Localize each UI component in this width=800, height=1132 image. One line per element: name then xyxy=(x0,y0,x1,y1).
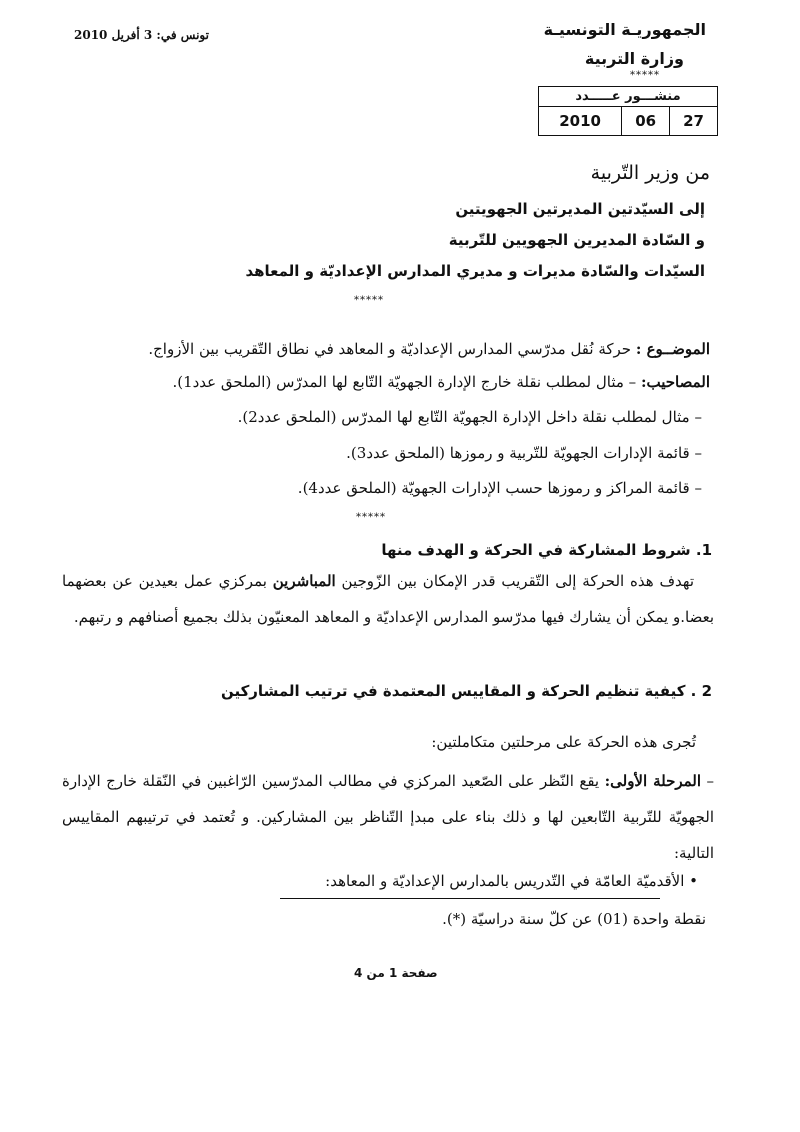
circular-number-table xyxy=(538,86,718,136)
attachment-item-2: – مثال لمطلب نقلة داخل الإدارة الجهويّة التّابع لها المدرّس (الملحق عدد2). xyxy=(237,408,702,426)
page-number: صفحة 1 من 4 xyxy=(354,966,438,980)
attachment-item-3: – قائمة الإدارات الجهويّة للتّربية و رموزها (الملحق عدد3). xyxy=(346,444,702,462)
attachment-item-1: – مثال لمطلب نقلة خارج الإدارة الجهويّة التّابع لها المدرّس (الملحق عدد1). xyxy=(172,373,641,391)
circular-month: 06 xyxy=(622,107,670,136)
phase-one-paragraph xyxy=(62,763,714,871)
section-1-heading: 1. شروط المشاركة في الحركة و الهدف منها xyxy=(381,541,712,559)
circular-number: 27 xyxy=(670,107,718,136)
header-stars: ***** xyxy=(630,70,660,81)
attachments-stars: ***** xyxy=(356,512,386,523)
section-1-paragraph xyxy=(62,563,714,635)
addressee-line-1: إلى السيّدتين المديرتين الجهويتين xyxy=(455,200,705,218)
subject-text: حركة نُقل مدرّسي المدارس الإعداديّة و المعاهد في نطاق التّقريب بين الأزواج. xyxy=(148,340,636,358)
attachments-line xyxy=(172,373,710,391)
section-1-bold-word: المباشرين xyxy=(272,572,336,590)
ministry-title: وزارة التربية xyxy=(584,49,684,68)
circular-year: 2010 xyxy=(539,107,622,136)
section-2-intro: تُجرى هذه الحركة على مرحلتين متكاملتين: xyxy=(431,733,696,751)
section-2-heading: 2 . كيفية تنظيم الحركة و المقاييس المعتمدة في ترتيب المشاركين xyxy=(220,682,712,700)
addressee-stars: ***** xyxy=(354,295,384,306)
criterion-points: نقطة واحدة (01) عن كلّ سنة دراسيّة (*). xyxy=(442,910,706,928)
from-minister: من وزير التّربية xyxy=(590,162,710,184)
section-1-text-b: بمركزي عمل بعيدين عن بعضهما بعضا.و يمكن أن يشارك فيها مدرّسو المدارس الإعداديّة و المعاهد المعنيّون بذلك بجميع أصنافهم و رتبهم. xyxy=(62,572,714,626)
subject-label: الموضــوع : xyxy=(635,340,710,358)
phase-one-dash: – xyxy=(701,772,714,790)
subject-line xyxy=(148,340,710,358)
addressee-line-3: السيّدات والسّادة مديرات و مديري المدارس الإعداديّة و المعاهد xyxy=(245,262,705,280)
attachment-item-4: – قائمة المراكز و رموزها حسب الإدارات الجهويّة (الملحق عدد4). xyxy=(297,479,702,497)
date-line: تونس في: 3 أفريل 2010 xyxy=(74,28,209,42)
section-1-text-a: تهدف هذه الحركة إلى التّقريب قدر الإمكان بين الزّوجين xyxy=(335,572,694,590)
phase-one-label: المرحلة الأولى: xyxy=(604,772,702,790)
republic-title: الجمهوريـة التونسيـة xyxy=(543,20,706,39)
circular-title: منشـــور عـــــدد xyxy=(539,87,718,107)
attachments-label: المصاحيب: xyxy=(640,373,710,391)
phase-one-text: يقع النّظر على الصّعيد المركزي في مطالب المدرّسين الرّاغبين في النّقلة خارج الإدارة الجهويّة للتّربية التّابعين لها و ذلك بناء على مبدإ التّناظر بين المشاركين. و تُعتمد في ترتيبهم المقاييس التالية: xyxy=(62,772,714,862)
criterion-underline xyxy=(280,898,660,899)
addressee-line-2: و السّادة المديرين الجهويين للتّربية xyxy=(448,231,705,249)
criterion-bullet: • الأقدميّة العامّة في التّدريس بالمدارس الإعداديّة و المعاهد: xyxy=(325,872,698,890)
